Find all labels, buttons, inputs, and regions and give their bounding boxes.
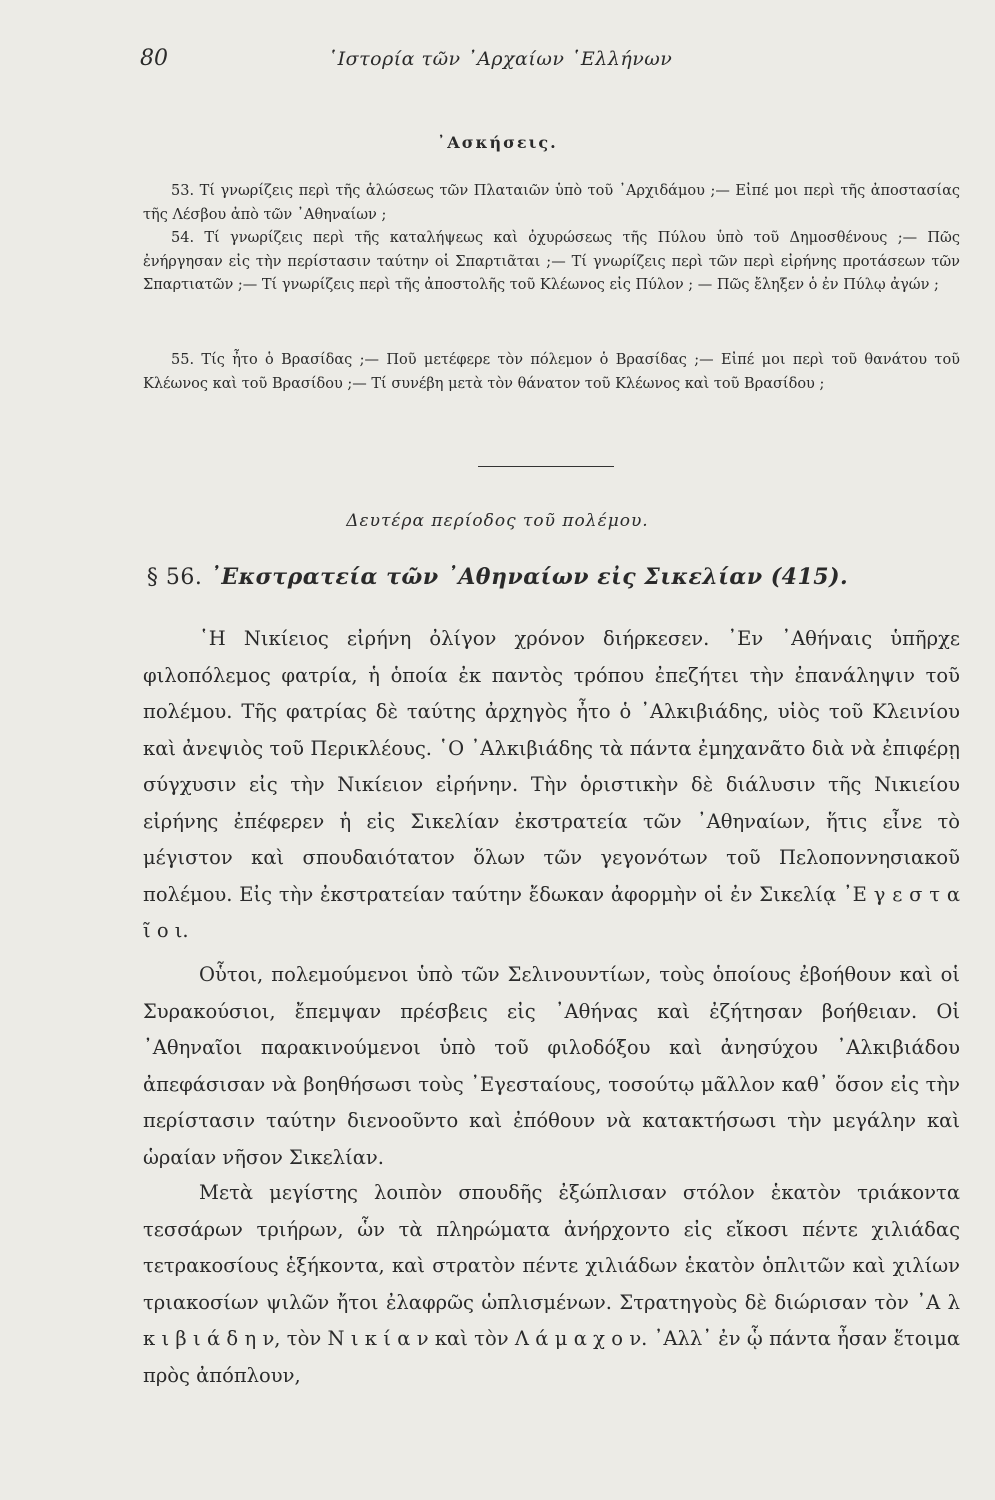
paragraph-title — [0, 564, 995, 590]
body-paragraph: Οὗτοι, πολεμούμενοι ὑπὸ τῶν Σελινουντίων, τοὺς ὁποίους ἐβοήθουν καὶ οἱ Συρακούσιοι, ἔπεμψαν πρέσβεις εἰς ᾿Αθήνας καὶ ἐζήτησαν βοήθειαν. Οἱ ᾿Αθηναῖοι παρακινούμενοι ὑπὸ τοῦ φιλοδόξου καὶ ἀνησύχου ᾿Αλκιβιάδου ἀπεφάσισαν νὰ βοηθήσωσι τοὺς ᾿Εγεσταίους, τοσούτῳ μᾶλλον καθ᾿ ὅσον εἰς τὴν περίστασιν ταύτην διενοοῦντο καὶ ἐπόθουν νὰ κατακτήσωσι τὴν μεγάλην καὶ ὡραίαν νῆσον Σικελίαν. — [143, 963, 960, 1169]
exercise-item: 53. Τί γνωρίζεις περὶ τῆς ἁλώσεως τῶν Πλαταιῶν ὑπὸ τοῦ ᾿Αρχιδάμου ;— Εἰπέ μοι περὶ τῆς ἀποστασίας τῆς Λέσβου ἀπὸ τῶν ᾿Αθηναίων ; — [143, 183, 960, 223]
exercises-title: ᾿Ασκήσεις. — [437, 133, 558, 152]
running-title: ῾Ιστορία τῶν ᾿Αρχαίων ῾Ελλήνων — [327, 48, 673, 70]
exercise-item: 54. Τί γνωρίζεις περὶ τῆς καταλήψεως καὶ ὀχυρώσεως τῆς Πύλου ὑπὸ τοῦ Δημοσθένους ;— Πῶς ἐνήργησαν εἰς τὴν περίστασιν ταύτην οἱ Σπαρτιᾶται ;— Τί γνωρίζεις περὶ τῶν περὶ εἰρήνης προτάσεων τῶν Σπαρτιατῶν ;— Τί γνωρίζεις περὶ τῆς ἀποστολῆς τοῦ Κλέωνος εἰς Πύλον ; — Πῶς ἔληξεν ὁ ἐν Πύλῳ ἀγών ; — [143, 230, 960, 294]
section-heading: Δευτέρα περίοδος τοῦ πολέμου. — [346, 511, 649, 531]
section-divider — [478, 466, 614, 467]
exercise-item: 55. Τίς ἦτο ὁ Βρασίδας ;— Ποῦ μετέφερε τὸν πόλεμον ὁ Βρασίδας ;— Εἰπέ μοι περὶ τοῦ θανάτου τοῦ Κλέωνος καὶ τοῦ Βρασίδου ;— Τί συνέβη μετὰ τὸν θάνατον τοῦ Κλέωνος καὶ τοῦ Βρασίδου ; — [143, 352, 960, 392]
body-paragraph: Μετὰ μεγίστης λοιπὸν σπουδῆς ἐξώπλισαν στόλον ἑκατὸν τριάκοντα τεσσάρων τριήρων, ὧν τὰ πληρώματα ἀνήρχοντο εἰς εἴκοσι πέντε χιλιάδας τετρακοσίους ἑξήκοντα, καὶ στρατὸν πέντε χιλιάδων ἑκατὸν ὁπλιτῶν καὶ χιλίων τριακοσίων ψιλῶν ἤτοι ἐλαφρῶς ὡπλισμένων. Στρατηγοὺς δὲ διώρισαν τὸν ᾿Α λ κ ι β ι ά δ η ν, τὸν Ν ι κ ί α ν καὶ τὸν Λ ά μ α χ ο ν. ᾿Αλλ᾿ ἐν ᾧ πάντα ἦσαν ἕτοιμα πρὸς ἀπόπλουν, — [143, 1181, 960, 1387]
body-paragraph: ῾Η Νικίειος εἰρήνη ὀλίγον χρόνον διήρκεσεν. ᾿Εν ᾿Αθήναις ὑπῆρχε φιλοπόλεμος φατρία, ἡ ὁποία ἐκ παντὸς τρόπου ἐπεζήτει τὴν ἐπανάληψιν τοῦ πολέμου. Τῆς φατρίας δὲ ταύτης ἀρχηγὸς ἦτο ὁ ᾿Αλκιβιάδης, υἱὸς τοῦ Κλεινίου καὶ ἀνεψιὸς τοῦ Περικλέους. ῾Ο ᾿Αλκιβιάδης τὰ πάντα ἐμηχανᾶτο διὰ νὰ ἐπιφέρῃ σύγχυσιν εἰς τὴν Νικίειον εἰρήνην. Τὴν ὁριστικὴν δὲ διάλυσιν τῆς Νικιείου εἰρήνης ἐπέφερεν ἡ εἰς Σικελίαν ἐκστρατεία τῶν ᾿Αθηναίων, ἥτις εἶνε τὸ μέγιστον καὶ σπουδαιότατον ὅλων τῶν γεγονότων τοῦ Πελοποννησιακοῦ πολέμου. Εἰς τὴν ἐκστρατείαν ταύτην ἔδωκαν ἀφορμὴν οἱ ἐν Σικελίᾳ ᾿Ε γ ε σ τ α ῖ ο ι. — [143, 627, 960, 942]
paragraph-number: § 56. — [146, 565, 203, 590]
page-header — [140, 46, 860, 80]
paragraph-title-text: ᾿Εκστρατεία τῶν ᾿Αθηναίων εἰς Σικελίαν (415). — [209, 564, 849, 590]
page-number: 80 — [140, 46, 168, 71]
